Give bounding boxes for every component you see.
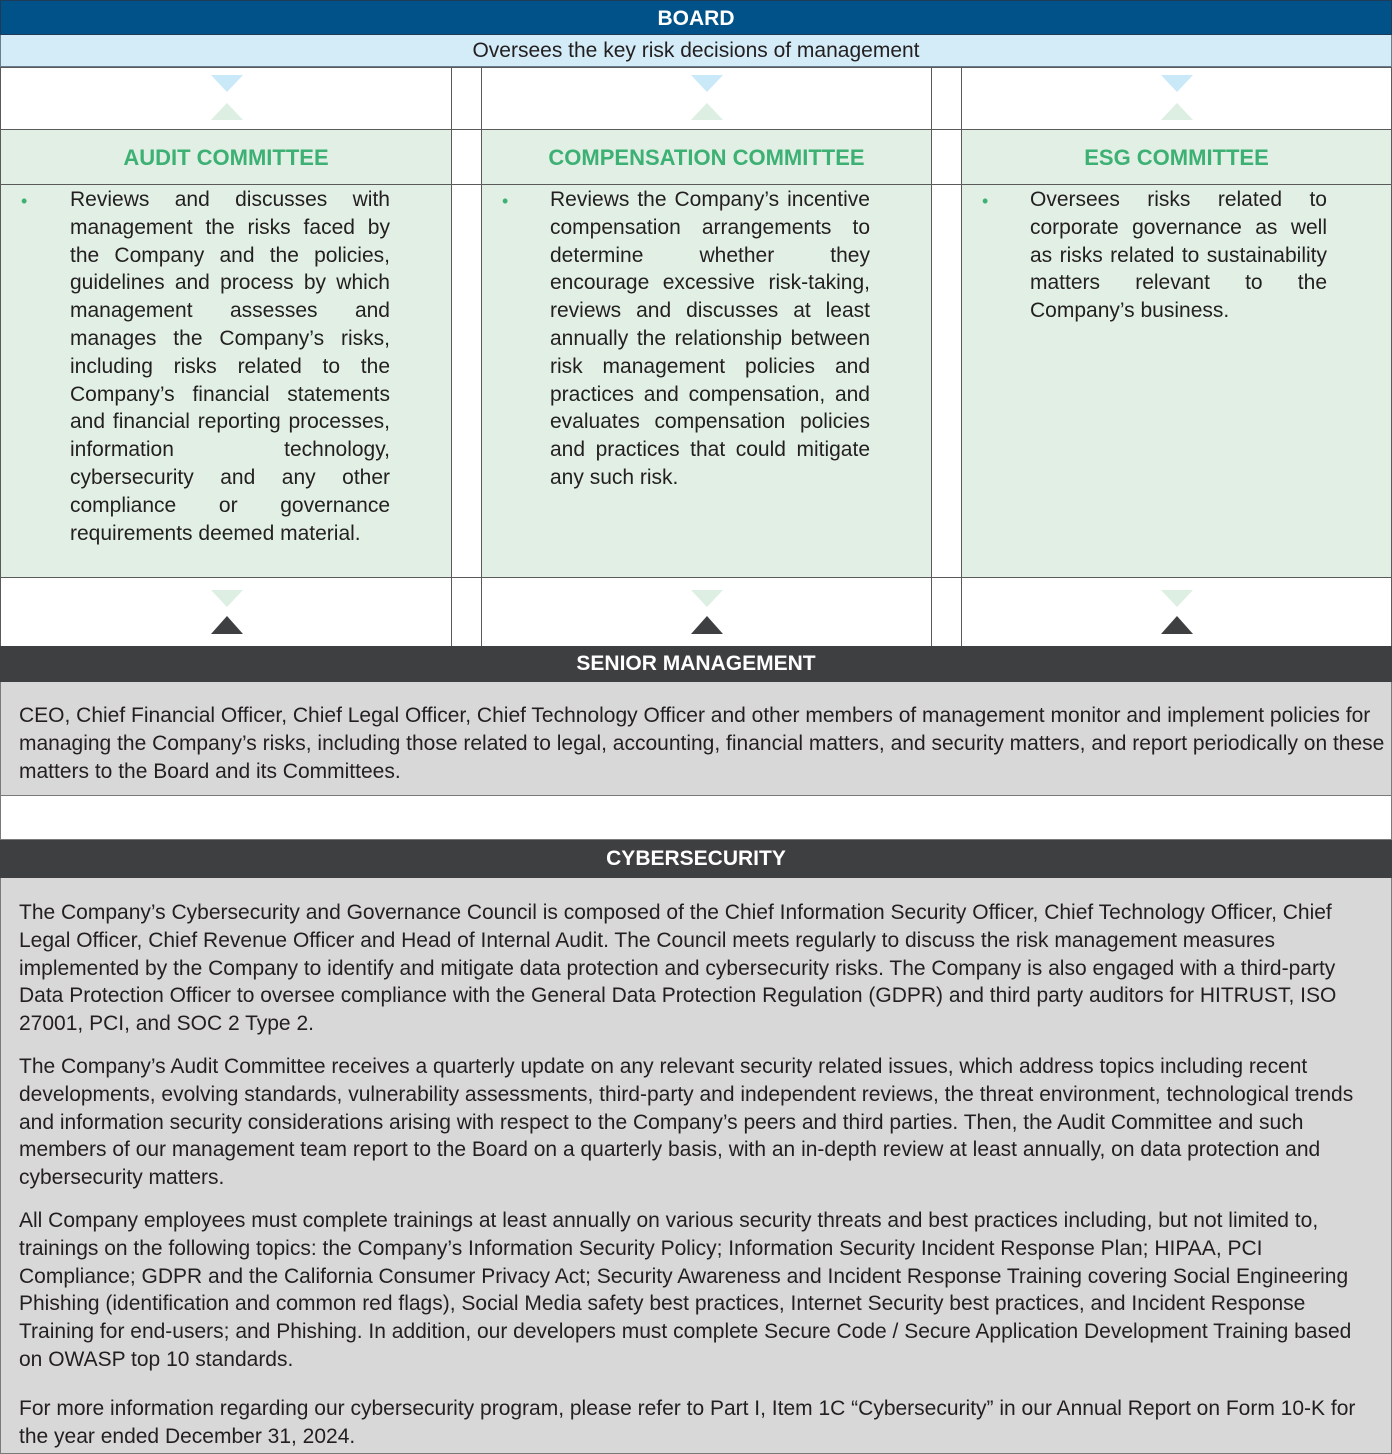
senior-management-text: CEO, Chief Financial Officer, Chief Legal Officer, Chief Technology Officer and other members of management monitor and implement policies for managing the Company’s risks, including those related to legal, accounting, financial matters, and security matters, and report periodically on these matters to the Board and its Committees. bbox=[19, 704, 1385, 783]
audit-committee-title: AUDIT COMMITTEE bbox=[0, 129, 452, 185]
compensation-arrow-cell-bottom bbox=[481, 577, 932, 647]
cybersecurity-body bbox=[0, 878, 1392, 1454]
audit-committee-text: Reviews and discusses with management the risks faced by the Company and the policies, guidelines and process by which management assesses and manages the Company’s risks, including risks related to the Company’s financial statements and financial reporting processes, information technology, cybersecurity and any other compliance or governance requirements deemed material. bbox=[70, 188, 390, 545]
column-gap bbox=[931, 184, 962, 578]
audit-arrow-cell-bottom bbox=[0, 577, 452, 647]
board-subtitle: Oversees the key risk decisions of management bbox=[0, 35, 1392, 67]
esg-arrow-cell-top bbox=[961, 67, 1392, 130]
column-gap bbox=[451, 129, 482, 185]
section-spacer bbox=[0, 796, 1392, 840]
bullet-icon: • bbox=[982, 191, 989, 211]
audit-committee-body bbox=[0, 184, 452, 578]
senior-management-header: SENIOR MANAGEMENT bbox=[0, 646, 1392, 682]
down-up-arrow-icon bbox=[0, 577, 452, 647]
esg-committee-text: Oversees risks related to corporate governance as well as risks related to sustainability matters relevant to the Company’s business. bbox=[1030, 188, 1327, 323]
down-up-arrow-icon bbox=[961, 577, 1392, 647]
senior-management-body bbox=[0, 682, 1392, 796]
esg-committee-title: ESG COMMITTEE bbox=[961, 129, 1392, 185]
compensation-committee-text: Reviews the Company’s incentive compensation arrangements to determine whether they encourage excessive risk-taking, reviews and discusses at least annually the relationship between risk management policies and practices and compensation, and evaluates compensation policies and practices that could mitigate any such risk. bbox=[550, 188, 870, 489]
down-up-arrow-icon bbox=[481, 577, 932, 647]
column-gap bbox=[931, 67, 962, 130]
cybersecurity-paragraph: For more information regarding our cybersecurity program, please refer to Part I, Item 1C “Cybersecurity” in our Annual Report on Form 10-K for the year ended December 31, 2024. bbox=[19, 1397, 1356, 1448]
bullet-icon: • bbox=[21, 191, 28, 211]
cybersecurity-paragraph: The Company’s Cybersecurity and Governance Council is composed of the Chief Information Security Officer, Chief Technology Officer, Chief Legal Officer, Chief Revenue Officer and Head of Internal Audit. The Council meets regularly to discuss the risk management measures implemented by the Company to identify and mitigate data protection and cybersecurity risks. The Company is also engaged with a third-party Data Protection Officer to oversee compliance with the General Data Protection Regulation (GDPR) and third party auditors for HITRUST, ISO 27001, PCI, and SOC 2 Type 2. bbox=[19, 901, 1337, 1036]
cybersecurity-header: CYBERSECURITY bbox=[0, 840, 1392, 878]
column-gap bbox=[931, 129, 962, 185]
audit-arrow-cell-top bbox=[0, 67, 452, 130]
column-gap bbox=[451, 67, 482, 130]
down-up-arrow-icon bbox=[961, 67, 1392, 130]
bullet-icon: • bbox=[502, 191, 509, 211]
esg-committee-body bbox=[961, 184, 1392, 578]
down-up-arrow-icon bbox=[0, 67, 452, 130]
column-gap bbox=[451, 184, 482, 578]
column-gap bbox=[451, 577, 482, 647]
compensation-arrow-cell-top bbox=[481, 67, 932, 130]
board-header: BOARD bbox=[0, 0, 1392, 35]
esg-arrow-cell-bottom bbox=[961, 577, 1392, 647]
down-up-arrow-icon bbox=[481, 67, 932, 130]
cybersecurity-paragraph: The Company’s Audit Committee receives a quarterly update on any relevant security related issues, which address topics including recent developments, evolving standards, vulnerability assessments, third-party and independent reviews, the threat environment, technological trends and information security considerations arising with respect to the Company’s peers and third parties. Then, the Audit Committee and such members of our management team report to the Board on a quarterly basis, with an in-depth review at least annually, on data protection and cybersecurity matters. bbox=[19, 1055, 1354, 1190]
cybersecurity-paragraph: All Company employees must complete trainings at least annually on various security threats and best practices including, but not limited to, trainings on the following topics: the Company’s Information Security Policy; Information Security Incident Response Plan; HIPAA, PCI Compliance; GDPR and the California Consumer Privacy Act; Security Awareness and Incident Response Training covering Social Engineering Phishing (identification and common red flags), Social Media safety best practices, Internet Security best practices, and Incident Response Training for end-users; and Phishing. In addition, our developers must complete Secure Code / Secure Application Development Training based on OWASP top 10 standards. bbox=[19, 1209, 1352, 1371]
column-gap bbox=[931, 577, 962, 647]
compensation-committee-title: COMPENSATION COMMITTEE bbox=[481, 129, 932, 185]
compensation-committee-body bbox=[481, 184, 932, 578]
